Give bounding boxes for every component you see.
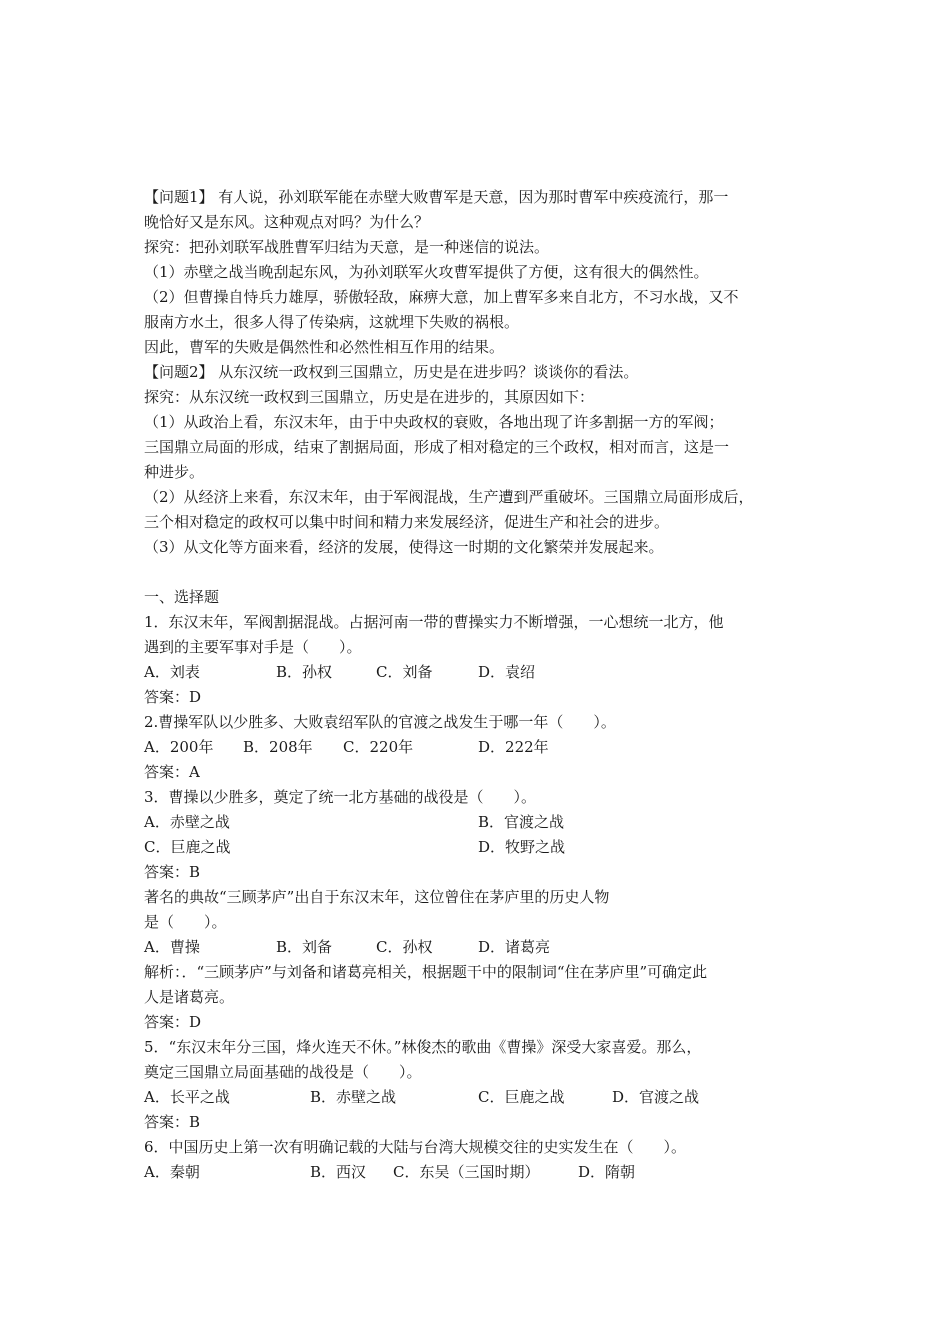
mc-3-option-c: C．巨鹿之战	[144, 838, 231, 856]
mc-2-option-d: D．222年	[478, 738, 549, 756]
question-1-explore: 探究：把孙刘联军战胜曹军归结为天意，是一种迷信的说法。	[144, 238, 550, 256]
mc-3-option-a: A．赤壁之战	[144, 813, 230, 831]
mc-6-option-a: A．秦朝	[144, 1163, 200, 1181]
mc-5-stem-cont: 奠定三国鼎立局面基础的战役是（ ）。	[144, 1063, 422, 1081]
mc-1-stem: 1．东汉末年，军阀割据混战。占据河南一带的曹操实力不断增强，一心想统一北方，他	[144, 613, 724, 631]
section-title: 一、选择题	[144, 588, 220, 606]
question-2-point-1-cont2: 种进步。	[144, 463, 205, 481]
mc-4-answer: 答案：D	[144, 1013, 202, 1031]
mc-5-option-a: A．长平之战	[144, 1088, 230, 1106]
mc-5-option-c: C．巨鹿之战	[478, 1088, 565, 1106]
mc-2-answer: 答案：A	[144, 763, 200, 781]
question-1-title: 【问题1】 有人说，孙刘联军能在赤壁大败曹军是天意，因为那时曹军中疾疫流行，那一	[144, 188, 729, 206]
mc-1-option-c: C．刘备	[376, 663, 433, 681]
mc-6-option-b: B．西汉	[310, 1163, 367, 1181]
mc-4-analysis-cont: 人是诸葛亮。	[144, 988, 235, 1006]
question-1-title-cont: 晚恰好又是东风。这种观点对吗？为什么？	[144, 213, 430, 231]
mc-1-option-b: B．孙权	[276, 663, 333, 681]
question-2-point-2: （2）从经济上来看，东汉末年，由于军阀混战，生产遭到严重破坏。三国鼎立局面形成后，	[144, 488, 754, 506]
mc-6-stem: 6．中国历史上第一次有明确记载的大陆与台湾大规模交往的史实发生在（ ）。	[144, 1138, 687, 1156]
mc-4-option-a: A．曹操	[144, 938, 200, 956]
mc-4-option-c: C．孙权	[376, 938, 433, 956]
question-2-explore: 探究：从东汉统一政权到三国鼎立，历史是在进步的，其原因如下：	[144, 388, 595, 406]
mc-4-option-b: B．刘备	[276, 938, 333, 956]
mc-5-answer: 答案：B	[144, 1113, 201, 1131]
mc-3-option-b: B．官渡之战	[478, 813, 565, 831]
question-2-point-2-cont: 三个相对稳定的政权可以集中时间和精力来发展经济，促进生产和社会的进步。	[144, 513, 670, 531]
mc-2-option-c: C．220年	[343, 738, 414, 756]
question-2-point-1: （1）从政治上看，东汉末年，由于中央政权的衰败，各地出现了许多割据一方的军阀；	[144, 413, 724, 431]
mc-6-option-c: C．东吴（三国时期）	[393, 1163, 540, 1181]
question-1-point-2-cont: 服南方水土，很多人得了传染病，这就埋下失败的祸根。	[144, 313, 520, 331]
mc-5-stem: 5．“东汉末年分三国，烽火连天不休。”林俊杰的歌曲《曹操》深受大家喜爱。那么，	[144, 1038, 702, 1056]
mc-4-stem-cont: 是（ ）。	[144, 913, 227, 931]
question-2-point-3: （3）从文化等方面来看，经济的发展，使得这一时期的文化繁荣并发展起来。	[144, 538, 664, 556]
mc-3-stem: 3．曹操以少胜多，奠定了统一北方基础的战役是（ ）。	[144, 788, 537, 806]
question-2-title: 【问题2】 从东汉统一政权到三国鼎立，历史是在进步吗？谈谈你的看法。	[144, 363, 639, 381]
mc-1-option-d: D．袁绍	[478, 663, 536, 681]
question-1-conclusion: 因此，曹军的失败是偶然性和必然性相互作用的结果。	[144, 338, 505, 356]
question-1-point-2: （2）但曹操自恃兵力雄厚，骄傲轻敌，麻痹大意，加上曹军多来自北方，不习水战，又不	[144, 288, 739, 306]
mc-4-analysis: 解析：．“三顾茅庐”与刘备和诸葛亮相关，根据题干中的限制词“住在茅庐里”可确定此	[144, 963, 708, 981]
mc-3-option-d: D．牧野之战	[478, 838, 566, 856]
mc-5-option-b: B．赤壁之战	[310, 1088, 397, 1106]
mc-5-option-d: D．官渡之战	[612, 1088, 700, 1106]
mc-1-option-a: A．刘表	[144, 663, 200, 681]
mc-2-stem: 2.曹操军队以少胜多、大败袁绍军队的官渡之战发生于哪一年（ ）。	[144, 713, 616, 731]
mc-4-option-d: D．诸葛亮	[478, 938, 551, 956]
mc-2-option-b: B．208年	[243, 738, 313, 756]
mc-1-answer: 答案：D	[144, 688, 202, 706]
mc-4-stem: 著名的典故“三顾茅庐”出自于东汉末年，这位曾住在茅庐里的历史人物	[144, 888, 610, 906]
mc-2-option-a: A．200年	[144, 738, 214, 756]
mc-1-stem-cont: 遇到的主要军事对手是（ ）。	[144, 638, 362, 656]
mc-6-option-d: D．隋朝	[578, 1163, 636, 1181]
mc-3-answer: 答案：B	[144, 863, 201, 881]
question-1-point-1: （1）赤壁之战当晚刮起东风，为孙刘联军火攻曹军提供了方便，这有很大的偶然性。	[144, 263, 709, 281]
question-2-point-1-cont: 三国鼎立局面的形成，结束了割据局面，形成了相对稳定的三个政权，相对而言，这是一	[144, 438, 730, 456]
